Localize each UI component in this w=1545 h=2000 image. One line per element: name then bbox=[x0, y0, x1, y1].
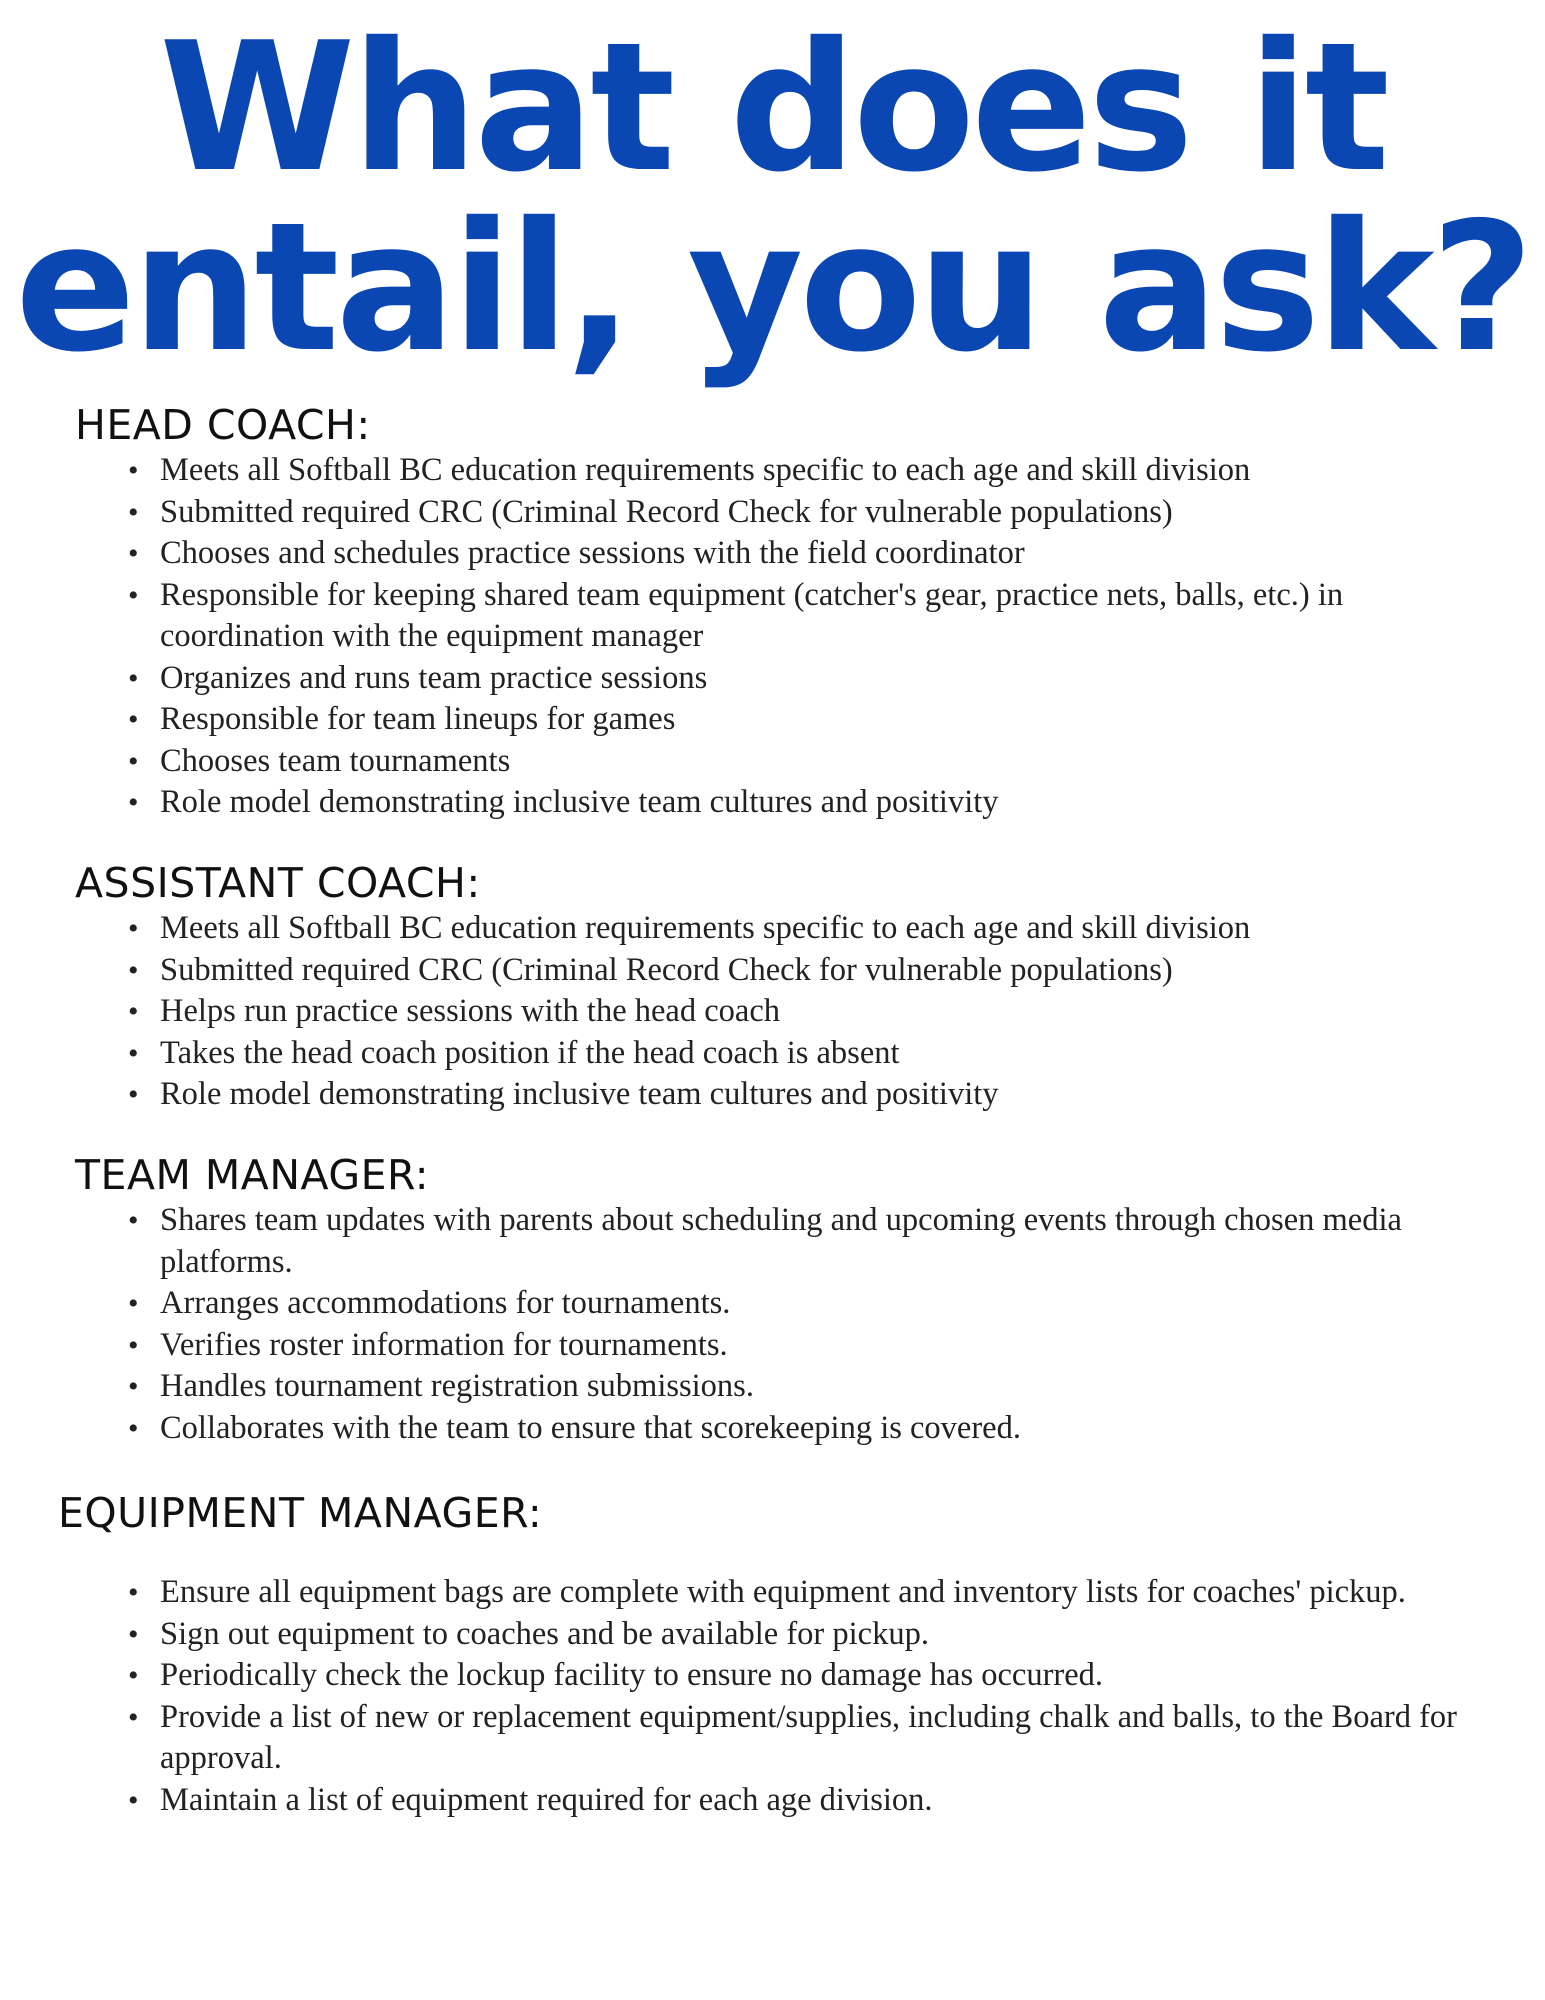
bullet-icon: • bbox=[128, 953, 139, 987]
bullet-icon: • bbox=[128, 578, 139, 612]
bullet-icon: • bbox=[128, 1370, 139, 1403]
page-title bbox=[0, 4, 1545, 391]
bullet-icon: • bbox=[128, 912, 139, 945]
section-heading: EQUIPMENT MANAGER: bbox=[58, 1489, 543, 1537]
bullet-icon: • bbox=[128, 1036, 139, 1070]
list-item: • Role model demonstrating inclusive team cultures and positivity bbox=[0, 782, 1490, 824]
bullet-icon: • bbox=[128, 1700, 139, 1734]
bullet-icon: • bbox=[128, 744, 139, 778]
section-head-coach bbox=[0, 400, 1545, 824]
head-coach-list bbox=[0, 450, 1545, 824]
bullet-icon: • bbox=[128, 1328, 139, 1362]
section-heading: ASSISTANT COACH: bbox=[75, 859, 481, 907]
bullet-icon: • bbox=[128, 454, 139, 487]
bullet-icon: • bbox=[128, 1078, 139, 1111]
list-item: • Shares team updates with parents about scheduling and upcoming events through chosen media platforms. bbox=[128, 1202, 1402, 1280]
bullet-icon: • bbox=[128, 995, 139, 1028]
bullet-icon: • bbox=[128, 1411, 139, 1445]
list-item: • Collaborates with the team to ensure that scorekeeping is covered. bbox=[0, 1408, 1490, 1450]
list-item: • Periodically check the lockup facility to ensure no damage has occurred. bbox=[0, 1655, 1490, 1697]
list-item: • Submitted required CRC (Criminal Record Check for vulnerable populations) bbox=[0, 950, 1490, 992]
bullet-icon: • bbox=[128, 1659, 139, 1692]
title-line-1: What does it bbox=[159, 4, 1386, 211]
list-item: • Responsible for team lineups for games bbox=[0, 699, 1490, 741]
bullet-icon: • bbox=[128, 703, 139, 736]
bullet-icon: • bbox=[128, 1617, 139, 1651]
list-item: • Handles tournament registration submissions. bbox=[0, 1366, 1490, 1408]
list-item: • Helps run practice sessions with the head coach bbox=[0, 991, 1490, 1033]
title-line-2: entail, you ask? bbox=[15, 184, 1530, 391]
list-item: • Takes the head coach position if the head coach is absent bbox=[0, 1033, 1490, 1075]
list-item: • Meets all Softball BC education requirements specific to each age and skill division bbox=[0, 450, 1490, 492]
bullet-icon: • bbox=[128, 537, 139, 570]
section-equipment-manager bbox=[0, 1488, 1545, 1821]
bullet-icon: • bbox=[128, 495, 139, 529]
list-item: • Organizes and runs team practice sessions bbox=[0, 658, 1490, 700]
bullet-icon: • bbox=[128, 1576, 139, 1609]
bullet-icon: • bbox=[128, 1204, 139, 1237]
list-item: • Chooses and schedules practice sessions with the field coordinator bbox=[0, 533, 1490, 575]
list-item: • Arranges accommodations for tournaments. bbox=[0, 1283, 1490, 1325]
bullet-icon: • bbox=[128, 786, 139, 819]
list-item: • Meets all Softball BC education requirements specific to each age and skill division bbox=[0, 908, 1490, 950]
list-item: • Ensure all equipment bags are complete with equipment and inventory lists for coaches' pickup. bbox=[0, 1572, 1490, 1614]
list-item: • Responsible for keeping shared team equipment (catcher's gear, practice nets, balls, etc.) in coordination with the equipment manager bbox=[128, 576, 1344, 654]
section-heading: TEAM MANAGER: bbox=[75, 1151, 430, 1199]
equipment-manager-list bbox=[0, 1572, 1545, 1821]
list-item: • Maintain a list of equipment required for each age division. bbox=[0, 1780, 1490, 1822]
section-assistant-coach bbox=[0, 858, 1545, 1116]
bullet-icon: • bbox=[128, 661, 139, 695]
list-item: • Verifies roster information for tournaments. bbox=[0, 1325, 1490, 1367]
section-heading: HEAD COACH: bbox=[75, 401, 371, 449]
section-team-manager bbox=[0, 1150, 1545, 1449]
list-item: • Submitted required CRC (Criminal Record Check for vulnerable populations) bbox=[0, 492, 1490, 534]
list-item: • Chooses team tournaments bbox=[0, 741, 1490, 783]
bullet-icon: • bbox=[128, 1287, 139, 1320]
bullet-icon: • bbox=[128, 1783, 139, 1817]
team-manager-list bbox=[0, 1200, 1545, 1449]
assistant-coach-list bbox=[0, 908, 1545, 1116]
list-item: • Sign out equipment to coaches and be available for pickup. bbox=[0, 1614, 1490, 1656]
list-item: • Provide a list of new or replacement equipment/supplies, including chalk and balls, to the Board for approval. bbox=[128, 1698, 1457, 1776]
list-item: • Role model demonstrating inclusive team cultures and positivity bbox=[0, 1074, 1490, 1116]
